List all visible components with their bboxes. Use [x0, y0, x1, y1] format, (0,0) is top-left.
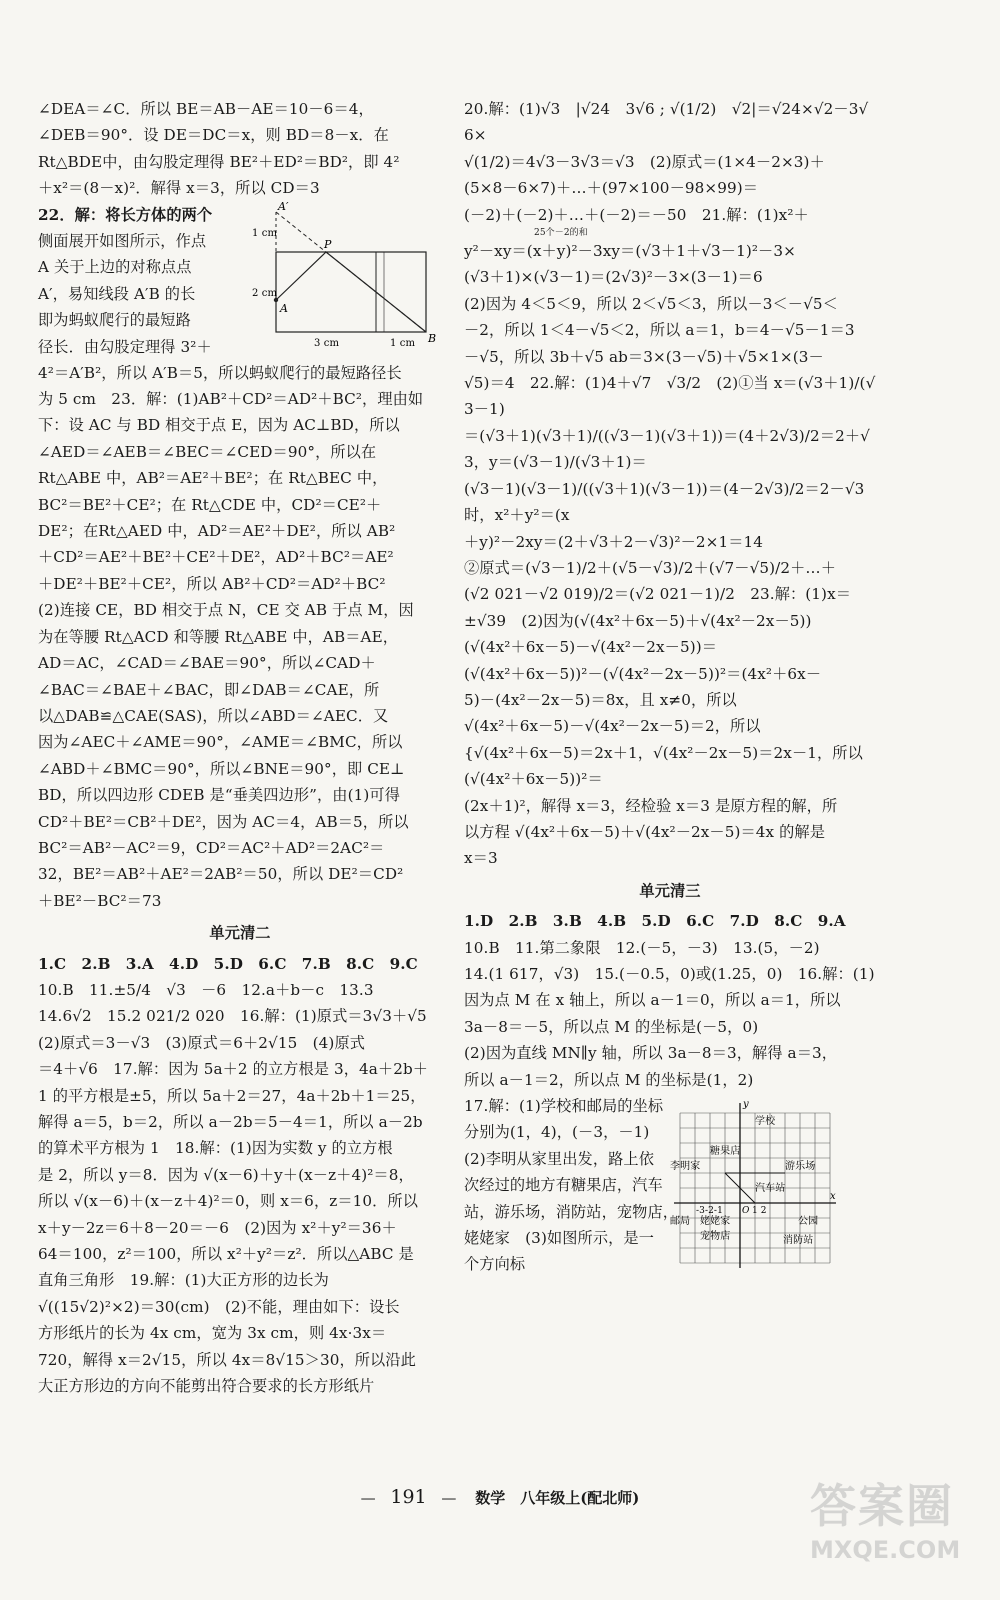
label-liming-home: 李明家 — [670, 1161, 701, 1173]
text-line: 720，解得 x＝2√15，所以 4x＝8√15＞30，所以沿此 — [38, 1350, 416, 1369]
page-number: 191 — [390, 1486, 427, 1508]
left-top-block — [38, 96, 442, 202]
label-fire-station: 消防站 — [783, 1235, 814, 1247]
text-line: BD，所以四边形 CDEB 是“垂美四边形”，由(1)可得 — [38, 786, 400, 805]
text-line: 32，BE²＝AB²＋AE²＝2AB²＝50，所以 DE²＝CD² — [38, 865, 404, 884]
text-line: 以△DAB≌△CAE(SAS)，所以∠ABD＝∠AEC．又 — [38, 706, 389, 725]
label-grandma-home: 姥姥家 — [700, 1216, 731, 1228]
text-line: √(4x²＋6x－5)－√(4x²－2x－5)＝2，所以 — [464, 717, 761, 736]
text-line: 直角三角形 19.解：(1)大正方形的边长为 — [38, 1271, 329, 1290]
text-line: ∠DEA＝∠C．所以 BE＝AB－AE＝10－6＝4， — [38, 100, 374, 118]
text-line: 22．解：将长方体的两个 — [38, 205, 213, 224]
text-line: √(1/2)＝4√3－3√3＝√3 (2)原式＝(1×4－2×3)＋ — [464, 152, 825, 171]
coordinate-map-figure — [670, 1093, 840, 1273]
left-sec2-block — [38, 951, 442, 1400]
label-amusement-park: 游乐场 — [785, 1161, 816, 1173]
label-1cm-left: 1 cm — [252, 227, 278, 239]
text-line: 因为点 M 在 x 轴上，所以 a－1＝0，所以 a＝1，所以 — [464, 991, 841, 1010]
label-p: P — [324, 237, 332, 251]
text-line: 20.解：(1)√3 |√24 3√6 ; √(1/2) √2|＝√24×√2－3√6× — [464, 100, 869, 145]
text-line: Rt△ABE 中，AB²＝AE²＋BE²；在 Rt△BEC 中， — [38, 469, 388, 488]
text-line: ＋DE²＋BE²＋CE²，所以 AB²＋CD²＝AD²＋BC² — [38, 574, 386, 593]
section-title-unit-2: 单元清二 — [209, 924, 271, 943]
text-line: Rt△BDE中，由勾股定理得 BE²＋ED²＝BD²，即 4² — [38, 152, 400, 171]
label-ticks-positive: 1 2 — [752, 1206, 767, 1217]
text-line: 为 5 cm 23．解：(1)AB²＋CD²＝AD²＋BC²，理由如 — [38, 390, 424, 409]
text-line: √((15√2)²×2)＝30(cm) (2)不能，理由如下：设长 — [38, 1297, 400, 1316]
text-line: ±√39 (2)因为(√(4x²＋6x－5)＋√(4x²－2x－5)) — [464, 611, 812, 630]
label-a-prime: A′ — [278, 201, 289, 213]
footer-dash: — — [360, 1489, 376, 1507]
box-unfold-figure — [252, 202, 442, 352]
text-line: 10.B 11.±5/4 √3 －6 12.a＋b－c 13.3 — [38, 980, 374, 999]
text-line: 下：设 AC 与 BD 相交于点 E，因为 AC⊥BD，所以 — [38, 416, 400, 435]
text-line: 径长．由勾股定理得 3²＋ — [38, 337, 212, 356]
text-line: BC²＝AB²－AC²＝9，CD²＝AC²＋AD²＝2AC²＝ — [38, 838, 385, 857]
text-line: 3a－8＝－5，所以点 M 的坐标是(－5，0) — [464, 1017, 759, 1036]
text-line: x＋y－2z＝6＋8－20＝－6 (2)因为 x²＋y²＝36＋ — [38, 1218, 397, 1237]
path-segment-ap — [276, 252, 326, 300]
text-line: √5)＝4 22.解：(1)4＋√7 √3/2 (2)①当 x＝(√3＋1)/(√3－1) — [464, 374, 876, 419]
section-title-unit-3: 单元清三 — [639, 881, 701, 900]
text-line: 所以 √(x－6)＋(x－z＋4)²＝0，则 x＝6，z＝10．所以 — [38, 1192, 419, 1211]
label-b: B — [428, 331, 437, 345]
label-school: 学校 — [755, 1116, 776, 1128]
right-column — [464, 96, 876, 1279]
label-ticks-negative: -3-2-1 — [696, 1206, 723, 1217]
label-a: A — [280, 301, 289, 315]
watermark — [810, 1470, 970, 1580]
text-line: ∠ABD＋∠BMC＝90°，所以∠BNE＝90°，即 CE⊥ — [38, 759, 405, 778]
label-2cm: 2 cm — [252, 287, 278, 299]
right-top-block — [464, 96, 876, 872]
text-line: ∠DEB＝90°．设 DE＝DC＝x，则 BD＝8－x．在 — [38, 126, 389, 145]
text-line: 64＝100，z²＝100，所以 x²＋y²＝z²．所以△ABC 是 — [38, 1245, 414, 1264]
text-line: 侧面展开如图所示，作点 — [38, 232, 207, 251]
underbrace-note: 25个－2的和 — [534, 228, 588, 239]
text-line: 10.B 11.第二象限 12.(－5，－3) 13.(5，－2) — [464, 938, 820, 957]
text-line: 站，游乐场，消防站，宠物店， — [464, 1202, 679, 1221]
text-line: (2)连接 CE，BD 相交于点 N，CE 交 AB 于点 M，因 — [38, 601, 414, 620]
text-line: (2)原式＝3－√3 (3)原式＝6＋2√15 (4)原式 — [38, 1033, 366, 1052]
text-line: 4²＝A′B²，所以 A′B＝5，所以蚂蚁爬行的最短路径长 — [38, 363, 402, 382]
text-line: 1.C 2.B 3.A 4.D 5.D 6.C 7.B 8.C 9.C — [38, 954, 418, 973]
text-line: 大正方形边的方向不能剪出符合要求的长方形纸片 — [38, 1377, 375, 1396]
text-line: 次经过的地方有糖果店，汽车 — [464, 1176, 663, 1195]
left-column — [38, 96, 442, 1399]
text-line: 方形纸片的长为 4x cm，宽为 3x cm，则 4x·3x＝ — [38, 1324, 387, 1343]
text-line: 以方程 √(4x²＋6x－5)＋√(4x²－2x－5)＝4x 的解是 — [464, 822, 826, 841]
text-line: AD＝AC，∠CAD＝∠BAE＝90°，所以∠CAD＋ — [38, 654, 376, 673]
text-line: A′，易知线段 A′B 的长 — [38, 284, 196, 303]
text-line: (－2)＋(－2)＋…＋(－2)＝－50 21.解：(1)x²＋ — [464, 205, 809, 224]
label-pet-store: 宠物店 — [700, 1231, 731, 1243]
label-post-office: 邮局 — [670, 1216, 691, 1228]
text-line: －√5，所以 3b＋√5 ab＝3×(3－√5)＋√5×1×(3－ — [464, 347, 824, 366]
text-line: (√3－1)(√3－1)/((√3＋1)(√3－1))＝(4－2√3)/2＝2－√3时，x²＋y²＝(x — [464, 479, 865, 525]
text-line: (√2 021－√2 019)/2＝(√2 021－1)/2 23.解：(1)x＝ — [464, 585, 852, 604]
text-line: 分别为(1，4)，(－3，－1) — [464, 1123, 650, 1142]
question-22-block — [38, 202, 442, 360]
text-line: 的算术平方根为 1 18.解：(1)因为实数 y 的立方根 — [38, 1139, 393, 1158]
text-line: (√(4x²＋6x－5)－√(4x²－2x－5))＝ — [464, 638, 718, 657]
text-line: (√3＋1)×(√3－1)＝(2√3)²－3×(3－1)＝6 — [464, 268, 763, 287]
footer-subject: 数学 八年级上(配北师) — [475, 1489, 640, 1507]
text-line: 1 的平方根是±5，所以 5a＋2＝27，4a＋2b＋1＝25， — [38, 1086, 426, 1105]
label-y: y — [743, 1099, 749, 1111]
text-line: 1.D 2.B 3.B 4.B 5.D 6.C 7.D 8.C 9.A — [464, 912, 846, 931]
text-line: 个方向标 — [464, 1255, 526, 1274]
question-17-block — [464, 1093, 876, 1279]
text-line: ＋BE²－BC²＝73 — [38, 891, 162, 910]
text-line: 即为蚂蚁爬行的最短路 — [38, 311, 191, 330]
label-1cm-bottom: 1 cm — [390, 337, 416, 349]
text-line: x＝3 — [464, 849, 498, 868]
text-line: 是 2，所以 y＝8．因为 √(x－6)＋y＋(x－z＋4)²＝8， — [38, 1165, 414, 1184]
label-x: x — [830, 1191, 836, 1203]
text-line: 为在等腰 Rt△ACD 和等腰 Rt△ABE 中，AB＝AE， — [38, 627, 399, 646]
text-line: 14.6√2 15.2 021/2 020 16.解：(1)原式＝3√3＋√5 — [38, 1007, 427, 1026]
text-line: (√(4x²＋6x－5))²－(√(4x²－2x－5))²＝(4x²＋6x－ — [464, 664, 822, 683]
unfolded-rectangle — [276, 252, 426, 332]
footer-dash: — — [441, 1489, 457, 1507]
text-line: y²－xy＝(x＋y)²－3xy＝(√3＋1＋√3－1)²－3× — [464, 242, 796, 261]
text-line: 姥姥家 (3)如图所示，是一 — [464, 1229, 654, 1248]
text-line: (2x＋1)²，解得 x＝3，经检验 x＝3 是原方程的解，所 — [464, 796, 838, 815]
text-line: CD²＋BE²＝CB²＋DE²，因为 AC＝4，AB＝5，所以 — [38, 812, 409, 831]
watermark-site: MXQE.COM — [810, 1536, 961, 1564]
text-line: ＋CD²＝AE²＋BE²＋CE²＋DE²，AD²＋BC²＝AE² — [38, 548, 394, 567]
label-candy-store: 糖果店 — [710, 1146, 741, 1158]
label-park: 公园 — [798, 1216, 819, 1228]
label-3cm: 3 cm — [314, 337, 340, 349]
text-line: (2)李明从家里出发，路上依 — [464, 1149, 654, 1168]
text-line: ＝4＋√6 17.解：因为 5a＋2 的立方根是 3，4a＋2b＋ — [38, 1060, 429, 1079]
text-line: ＋x²＝(8－x)²．解得 x＝3，所以 CD＝3 — [38, 179, 320, 198]
text-line: ∠BAC＝∠BAE＋∠BAC，即∠DAB＝∠CAE，所 — [38, 680, 380, 699]
text-line: ②原式＝(√3－1)/2＋(√5－√3)/2＋(√7－√5)/2＋…＋ — [464, 558, 837, 577]
label-bus-station: 汽车站 — [755, 1183, 786, 1195]
label-origin: O — [742, 1206, 750, 1217]
text-line: (5×8－6×7)＋…＋(97×100－98×99)＝ — [464, 179, 759, 198]
text-line: ＋y)²－2xy＝(2＋√3＋2－√3)²－2×1＝14 — [464, 532, 764, 551]
text-line: DE²；在Rt△AED 中，AD²＝AE²＋DE²，所以 AB² — [38, 522, 396, 541]
text-line: 17.解：(1)学校和邮局的坐标 — [464, 1097, 664, 1116]
text-line: BC²＝BE²＋CE²；在 Rt△CDE 中，CD²＝CE²＋ — [38, 495, 382, 514]
text-line: 所以 a－1＝2，所以点 M 的坐标是(1，2) — [464, 1070, 754, 1089]
text-line: －2，所以 1＜4－√5＜2，所以 a＝1，b＝4－√5－1＝3 — [464, 321, 855, 340]
text-line: 解得 a＝5，b＝2，所以 a－2b＝5－4＝1，所以 a－2b — [38, 1113, 423, 1131]
text-line: {√(4x²＋6x－5)＝2x＋1，√(4x²－2x－5)＝2x－1，所以(√(4x²＋6x－5))²＝ — [464, 743, 863, 789]
watermark-title: 答案圈 — [810, 1479, 954, 1533]
text-line: 5)－(4x²－2x－5)＝8x，且 x≠0，所以 — [464, 690, 737, 709]
text-line: A 关于上边的对称点点 — [38, 258, 192, 277]
text-line: ∠AED＝∠AEB＝∠BEC＝∠CED＝90°，所以在 — [38, 442, 377, 461]
text-line: 14.(1 617，√3) 15.(－0.5，0)或(1.25，0) 16.解：(1) — [464, 965, 875, 983]
text-line: (2)因为直线 MN∥y 轴，所以 3a－8＝3，解得 a＝3， — [464, 1044, 838, 1063]
left-mid-block — [38, 360, 442, 915]
text-line: ＝(√3＋1)(√3＋1)/((√3－1)(√3＋1))＝(4＋2√3)/2＝2＋√3，y＝(√3－1)/(√3＋1)＝ — [464, 426, 870, 472]
text-line: 因为∠AEC＋∠AME＝90°，∠AME＝∠BMC，所以 — [38, 733, 403, 752]
text-line: (2)因为 4＜5＜9，所以 2＜√5＜3，所以－3＜－√5＜ — [464, 294, 838, 313]
box-unfold-svg — [252, 202, 442, 352]
coordinate-map-svg — [670, 1093, 840, 1273]
right-sec3-block — [464, 908, 876, 1093]
